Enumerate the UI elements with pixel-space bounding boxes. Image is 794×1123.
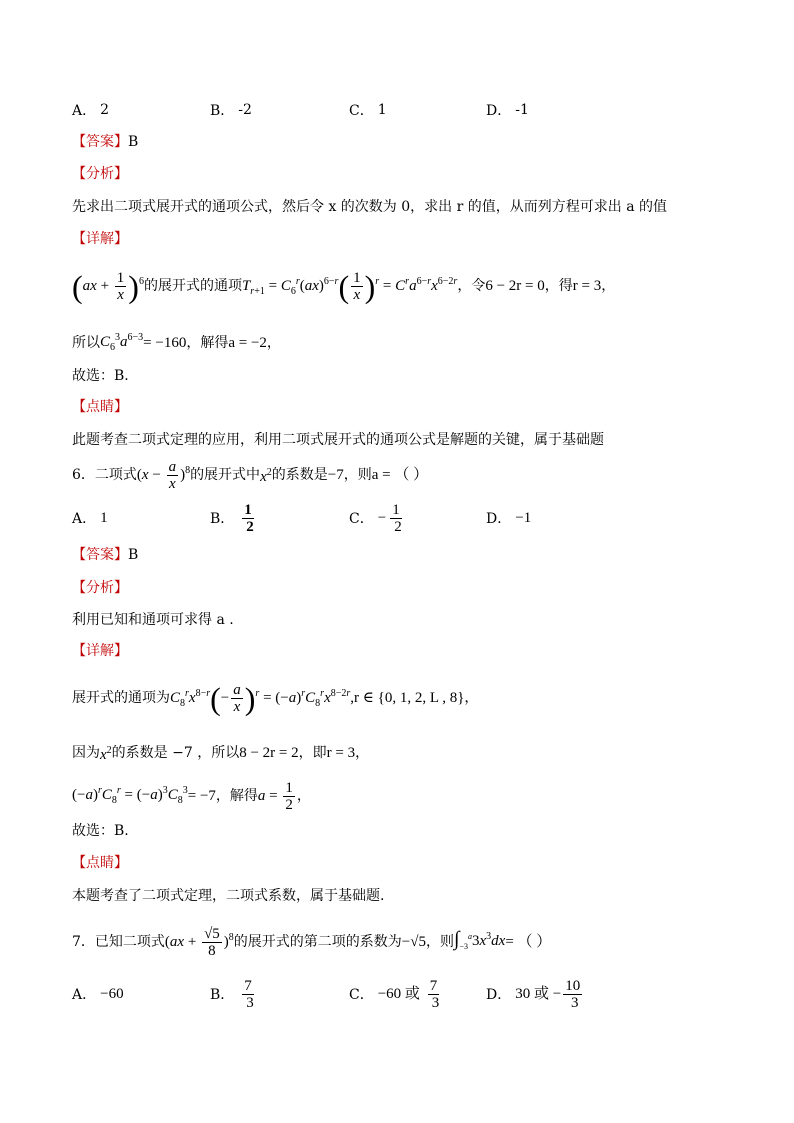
q6-general-term: $C_8^rx^{8-r}(-$ $\frac{a}{x}$ )$^r = (-a)^rC_8^rx^{8-2r}$, bbox=[170, 680, 355, 716]
q6-result: a = $\frac{1}{2}$ bbox=[257, 779, 293, 813]
q5-conclusion: 故选：B. bbox=[72, 368, 129, 384]
q6-x-squared: $x^2$ bbox=[260, 467, 272, 485]
q7-option-b[interactable]: B． $\frac{7}{3}$ bbox=[210, 972, 258, 1016]
q5-detail-line2: 所以 $C_6^3a^{6-3}$ = −160 ，解得 a = −2 ， bbox=[72, 328, 281, 358]
q7-options bbox=[72, 972, 722, 1016]
q6-comment-text: 本题考查了二项式定理，二项式系数，属于基础题. bbox=[72, 888, 385, 904]
q6-x2: $x^2$ bbox=[100, 745, 112, 763]
q6-detail-line1: 展开式的通项为 $C_8^rx^{8-r}(-$ $\frac{a}{x}$ )$^r = (-a)^rC_8^rx^{8-2r}$, r ∈ {0, 1, 2, L , 8} ， bbox=[72, 680, 479, 716]
q6-stem: 6． 二项式 (x − $\frac{a}{x}$ )$^8$ 的展开式中 $x^2$ 的系数是 −7 ，则 a = （ ） bbox=[72, 458, 429, 492]
q6-conclusion: 故选：B. bbox=[72, 823, 129, 839]
q5-option-a[interactable]: A． 2 bbox=[72, 102, 110, 119]
q7-option-d[interactable]: D． 30 或 − $\frac{10}{3}$ bbox=[486, 972, 584, 1016]
q5-option-d[interactable]: D． -1 bbox=[486, 102, 529, 119]
q5-coefficient-expr: $C_6^3a^{6-3}$ bbox=[100, 332, 144, 353]
q6-option-c-frac: − $\frac{1}{2}$ bbox=[377, 501, 402, 535]
q6-binomial: (x − $\frac{a}{x}$ )$^8$ bbox=[136, 458, 191, 492]
q5-general-term: $T_{r+1} = C_6^r(ax)^{6-r}$( $\frac{1}{x}$ )$^r = C^ra^{6-r}x^{6-2r}$ bbox=[241, 268, 458, 304]
q7-stem: 7． 已知二项式 (ax + $\frac{√5}{8}$ )$^8$ 的展开式的第二项的系数为 −√5 ，则 $\int_{-3}^a3x^3dx$ = （ ） bbox=[72, 925, 552, 959]
q6-analysis-heading: 【分析】 bbox=[72, 580, 128, 596]
q6-option-c[interactable]: C． − $\frac{1}{2}$ bbox=[349, 496, 406, 540]
q5-option-c[interactable]: C． 1 bbox=[349, 102, 387, 119]
q5-comment-text: 此题考查二项式定理的应用，利用二项式展开式的通项公式是解题的关键，属于基础题 bbox=[72, 432, 604, 448]
q7-option-a[interactable]: A． −60 bbox=[72, 985, 124, 1003]
q6-option-a[interactable]: A． 1 bbox=[72, 509, 108, 527]
q6-options bbox=[72, 496, 722, 540]
q6-coefficient-expr: $(-a)^rC_8^r = (-a)^3C_8^3$ bbox=[72, 785, 188, 806]
q6-answer: 【答案】B bbox=[72, 547, 139, 563]
q6-analysis-text: 利用已知和通项可求得 a . bbox=[72, 612, 234, 628]
q5-answer: 【答案】B bbox=[72, 134, 139, 150]
q6-detail-line2: 因为 $x^2$ 的系数是 −7 ，所以 8 − 2r = 2 ，即 r = 3 ， bbox=[72, 741, 369, 765]
q6-option-b-frac: $\frac{1}{2}$ bbox=[244, 501, 254, 535]
q5-analysis-text: 先求出二项式展开式的通项公式，然后令 x 的次数为 0，求出 r 的值，从而列方程可求出 a 的值 bbox=[72, 199, 667, 215]
q6-option-b[interactable]: B． $\frac{1}{2}$ bbox=[210, 496, 258, 540]
q6-option-d[interactable]: D． −1 bbox=[486, 509, 532, 527]
q7-option-c-expr: −60 或 $\frac{7}{3}$ bbox=[377, 977, 440, 1011]
q7-binomial: (ax + $\frac{√5}{8}$ )$^8$ bbox=[164, 925, 234, 959]
q5-analysis-heading: 【分析】 bbox=[72, 166, 128, 182]
q7-option-c[interactable]: C． −60 或 $\frac{7}{3}$ bbox=[349, 972, 443, 1016]
q5-detail-line1: (ax + $\frac{1}{x}$ )$^6$ 的展开式的通项 $T_{r+1} = C_6^r(ax)^{6-r}$( $\frac{1}{x}$ )$^r = C^ra^{6-r}x^{6-2r}$ ，令 6 − 2r = 0 ，得 r = 3 ， bbox=[72, 268, 616, 304]
q6-detail-line3: $(-a)^rC_8^r = (-a)^3C_8^3$ = −7 ，解得 a = $\frac{1}{2}$ ， bbox=[72, 779, 311, 813]
q5-detail-heading: 【详解】 bbox=[72, 231, 128, 247]
q6-comment-heading: 【点睛】 bbox=[72, 855, 128, 871]
q7-integral: $\int_{-3}^a3x^3dx$ bbox=[454, 928, 506, 951]
q5-binomial-formula: (ax + $\frac{1}{x}$ )$^6$ bbox=[72, 268, 144, 304]
q7-option-d-expr: 30 或 − $\frac{10}{3}$ bbox=[515, 977, 581, 1011]
q5-options bbox=[72, 88, 722, 132]
q7-option-b-frac: $\frac{7}{3}$ bbox=[244, 977, 254, 1011]
q6-detail-heading: 【详解】 bbox=[72, 643, 128, 659]
q5-option-b[interactable]: B． -2 bbox=[210, 102, 252, 119]
q5-comment-heading: 【点睛】 bbox=[72, 399, 128, 415]
